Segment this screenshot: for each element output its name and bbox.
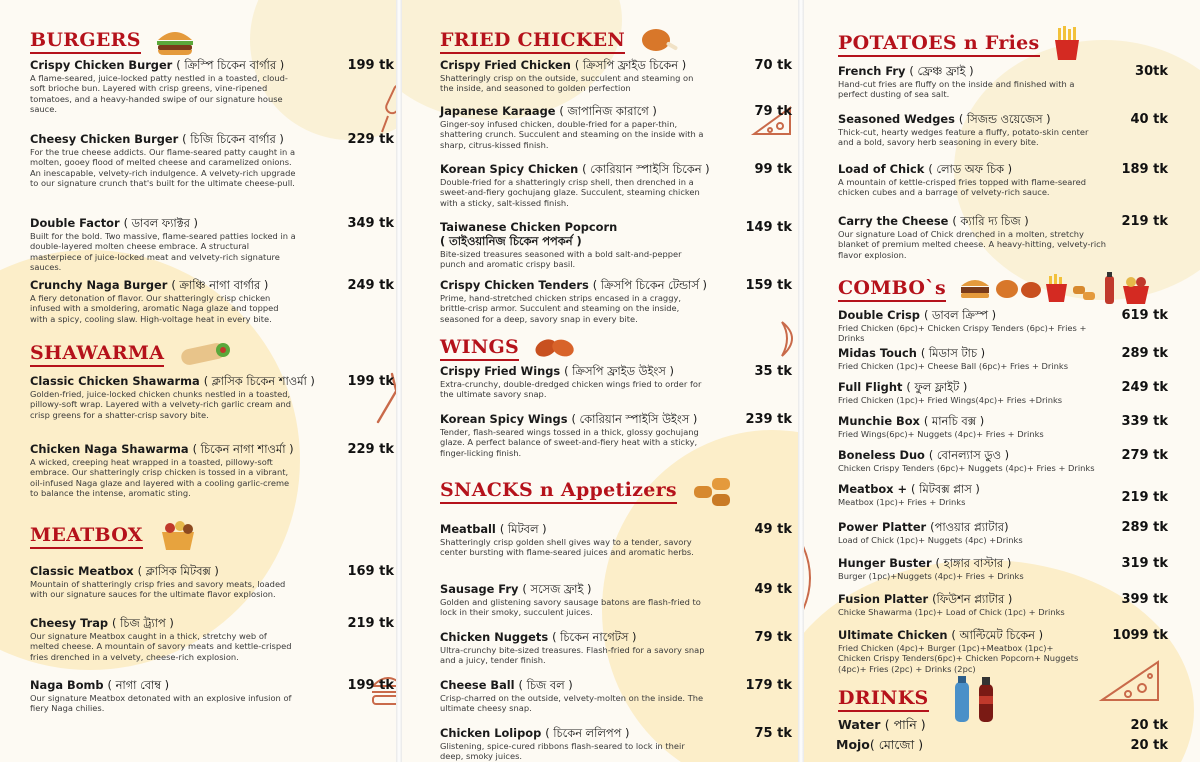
menu-item[interactable]: [838, 592, 1168, 617]
item-name: Chicken Nuggets: [440, 630, 549, 644]
item-name: Crunchy Naga Burger: [30, 278, 168, 292]
item-name-bn: ( ক্লাসিক মিটবক্স ): [137, 564, 219, 578]
section-shawarma: [30, 340, 394, 499]
menu-item[interactable]: [30, 58, 394, 115]
item-name: Korean Spicy Wings: [440, 412, 568, 426]
item-name: Sausage Fry: [440, 582, 519, 596]
item-price: 149 tk: [745, 220, 792, 235]
menu-item[interactable]: [836, 738, 1168, 752]
item-name-bn: ( চিকেন নাগেটস ): [552, 630, 637, 644]
menu-page-left: [0, 0, 396, 762]
menu-item[interactable]: [440, 412, 792, 458]
item-name: Seasoned Wedges: [838, 112, 955, 126]
item-name-bn: ( মিটবক্স প্লাস ): [911, 482, 980, 496]
item-name: Double Crisp: [838, 308, 920, 322]
item-name: Full Flight: [838, 380, 903, 394]
menu-item[interactable]: [838, 718, 1168, 732]
menu-item[interactable]: [440, 522, 792, 558]
menu-page-middle: [402, 0, 798, 762]
combo-food-icon: [959, 272, 1159, 306]
item-name: Water: [838, 717, 881, 732]
meatbox-bowl-icon: [156, 518, 200, 554]
item-name-bn: ( ফ্রেঞ্চ ফ্রাই ): [909, 64, 974, 78]
item-desc: Burger (1pc)+Nuggets (4pc)+ Fries + Drinks: [838, 571, 1024, 581]
menu-item[interactable]: [838, 346, 1168, 371]
item-name: Crispy Fried Chicken: [440, 58, 571, 72]
item-price: 229 tk: [347, 132, 394, 147]
menu-item[interactable]: [838, 162, 1168, 198]
item-name: Hunger Buster: [838, 556, 932, 570]
item-desc: A mountain of kettle-crisped fries topped with flame-seared chicken cubes and a barrage of velvety-rich sauce.: [838, 177, 1086, 198]
item-name: Cheese Ball: [440, 678, 515, 692]
menu-item[interactable]: [440, 58, 792, 94]
item-name: Japanese Karaage: [440, 104, 556, 118]
section-title: DRINKS: [838, 687, 929, 712]
item-name: Chicken Lolipop: [440, 726, 542, 740]
item-price: 319 tk: [1121, 556, 1168, 571]
menu-item[interactable]: [440, 278, 792, 324]
item-price: 279 tk: [1121, 448, 1168, 463]
item-name: French Fry: [838, 64, 906, 78]
item-name-bn: ( ক্রিস্পি চিকেন বার্গার ): [176, 58, 285, 72]
section-wings: [440, 334, 792, 458]
item-name: Crispy Chicken Burger: [30, 58, 173, 72]
item-desc: Meatbox (1pc)+ Fries + Drinks: [838, 497, 966, 507]
nuggets-icon: [690, 470, 738, 512]
menu-item[interactable]: [838, 380, 1168, 405]
item-price: 219 tk: [1121, 214, 1168, 229]
item-name: Cheesy Chicken Burger: [30, 132, 179, 146]
item-name-bn: ( ক্রাঞ্চি নাগা বার্গার ): [171, 278, 269, 292]
item-desc: Thick-cut, hearty wedges feature a fluffy, potato-skin center and a bold, savory herb seasoning in every bite.: [838, 127, 1089, 148]
item-desc: A wicked, creeping heat wrapped in a toasted, pillowy-soft embrace. Our shatteringly crisp chicken is tossed in a vibrant, oil-infused Naga glaze and layered with a cooling garlic-creme to balance the intense, aromatic sting.: [30, 457, 290, 499]
menu-item[interactable]: [440, 726, 792, 762]
item-name-bn: ( কোরিয়ান স্পাইসি উইংস ): [571, 412, 698, 426]
item-name-bn: ( চিজ ট্র্যাপ ): [112, 616, 174, 630]
item-name-bn: ( ক্রিসপি ফ্রাইড উইংস ): [564, 364, 674, 378]
item-name: Load of Chick: [838, 162, 925, 176]
item-price: 289 tk: [1121, 520, 1168, 535]
item-name: Meatball: [440, 522, 496, 536]
menu-item[interactable]: [30, 678, 394, 714]
section-title: SHAWARMA: [30, 342, 164, 367]
menu-item[interactable]: [440, 630, 792, 666]
item-price: 249 tk: [347, 278, 394, 293]
item-name-bn: ( মিটবল ): [499, 522, 547, 536]
item-name: Boneless Duo: [838, 448, 925, 462]
menu-item[interactable]: [30, 216, 394, 273]
item-name-bn: ( চিজ বল ): [518, 678, 573, 692]
section-title: BURGERS: [30, 29, 141, 54]
menu-item[interactable]: [30, 564, 394, 600]
item-desc: Our signature Load of Chick drenched in a molten, stretchy blanket of premium melted cheese. A heavy-hitting, velvety-rich flavor explosion.: [838, 229, 1106, 260]
item-name: Midas Touch: [838, 346, 917, 360]
item-name-bn: ( আল্টিমেট চিকেন ): [951, 628, 1044, 642]
item-name-bn: ( কোরিয়ান স্পাইসি চিকেন ): [582, 162, 710, 176]
bottles-icon: [941, 674, 1001, 724]
item-desc: Fried Chicken (1pc)+ Fried Wings(4pc)+ Fries +Drinks: [838, 395, 1063, 405]
item-price: 199 tk: [347, 58, 394, 73]
item-name: Ultimate Chicken: [838, 628, 948, 642]
item-price: 30tk: [1135, 64, 1168, 79]
item-name-bn: ( ক্রিসপি চিকেন টেন্ডার্স ): [592, 278, 707, 292]
item-name-bn: ( চিকেন নাগা শাওর্মা ): [192, 442, 294, 456]
item-desc: Shatteringly crisp on the outside, succulent and steaming on the inside, and seasoned to golden perfection: [440, 73, 694, 94]
item-name-bn: ( সিজন্ড ওয়েজেস ): [958, 112, 1051, 126]
item-desc: Bite-sized treasures seasoned with a bold salt-and-pepper punch and aromatic crispy basil.: [440, 249, 682, 270]
section-potatoes: [838, 26, 1168, 260]
item-price: 339 tk: [1121, 414, 1168, 429]
shawarma-wrap-icon: [177, 340, 233, 368]
item-name-bn: ( বোনল্যাস ডুও ): [928, 448, 1010, 462]
item-name-bn: ( সসেজ ফ্রাই ): [522, 582, 592, 596]
item-desc: Fried Wings(6pc)+ Nuggets (4pc)+ Fries + Drinks: [838, 429, 1044, 439]
section-meatbox: [30, 518, 394, 714]
item-name: Mojo: [836, 737, 870, 752]
item-desc: For the true cheese addicts. Our flame-seared patty caught in a molten, gooey flood of melted cheese and caramelized onions. An inescapable, velvety-rich indulgence. A velvety-rich upgrade to our signature crunch that's built for the ultimate cheese-pull.: [30, 147, 296, 189]
item-price: 219 tk: [1121, 490, 1168, 505]
item-name: Classic Chicken Shawarma: [30, 374, 200, 388]
item-name: Fusion Platter: [838, 592, 929, 606]
item-name-bn: ( মোজো ): [869, 737, 924, 752]
item-price: 79 tk: [754, 630, 792, 645]
section-snacks: [440, 470, 792, 762]
item-price: 1099 tk: [1112, 628, 1168, 643]
item-price: 179 tk: [745, 678, 792, 693]
item-price: 239 tk: [745, 412, 792, 427]
item-price: 75 tk: [754, 726, 792, 741]
item-name-bn: (পাওয়ার প্ল্যাটার): [930, 520, 1009, 534]
item-name-bn: ( ডাবল ক্রিস্প ): [923, 308, 997, 322]
item-price: 35 tk: [754, 364, 792, 379]
burger-icon: [154, 26, 196, 56]
item-desc: Hand-cut fries are fluffy on the inside and finished with a perfect dusting of sea salt.: [838, 79, 1075, 100]
item-name: Munchie Box: [838, 414, 920, 428]
item-desc: A fiery detonation of flavor. Our shatteringly crisp chicken infused with a smoldering, aromatic Naga glaze and topped with a spicy, cooling slaw. High-voltage heat in every bite.: [30, 293, 279, 324]
menu-item[interactable]: [440, 582, 792, 618]
item-price: 40 tk: [1130, 112, 1168, 127]
item-name: Korean Spicy Chicken: [440, 162, 579, 176]
fried-chicken-icon: [638, 26, 682, 56]
item-desc: Golden and glistening savory sausage batons are flash-fried to lock in their smoky, succulent juices.: [440, 597, 701, 618]
item-name-bn: ( পানি ): [884, 717, 926, 732]
item-price: 349 tk: [347, 216, 394, 231]
item-price: 169 tk: [347, 564, 394, 579]
item-name: Classic Meatbox: [30, 564, 134, 578]
item-desc: Our signature Meatbox caught in a thick, stretchy web of melted cheese. A mountain of savory meats and kettle-crisped fries drenched in a velvety, cheese-rich explosion.: [30, 631, 292, 662]
menu-item[interactable]: [838, 628, 1168, 674]
item-name-bn: ( ক্লাসিক চিকেন শাওর্মা ): [203, 374, 315, 388]
item-name-bn: ( নাগা বোম্ব ): [107, 678, 170, 692]
menu-item[interactable]: [30, 132, 394, 189]
item-desc: Load of Chick (1pc)+ Nuggets (4pc) +Drinks: [838, 535, 1023, 545]
item-name-bn: ( চিকেন ললিপপ ): [545, 726, 630, 740]
item-desc: Chicke Shawarma (1pc)+ Load of Chick (1pc) + Drinks: [838, 607, 1065, 617]
item-price: 189 tk: [1121, 162, 1168, 177]
item-price: 289 tk: [1121, 346, 1168, 361]
menu-item[interactable]: [838, 112, 1168, 148]
item-name: Carry the Cheese: [838, 214, 949, 228]
section-combos: [838, 272, 1168, 674]
menu-item[interactable]: [30, 442, 394, 499]
menu-item[interactable]: [838, 308, 1168, 344]
menu-item[interactable]: [440, 220, 792, 270]
item-price: 20 tk: [1130, 738, 1168, 753]
item-price: 399 tk: [1121, 592, 1168, 607]
menu-item[interactable]: [838, 556, 1168, 581]
fries-icon: [1052, 26, 1082, 62]
item-name-bn: ( লোড অফ চিক ): [928, 162, 1013, 176]
item-name: Meatbox +: [838, 482, 908, 496]
item-name: Chicken Naga Shawarma: [30, 442, 189, 456]
item-price: 70 tk: [754, 58, 792, 73]
item-desc: Glistening, spice-cured ribbons flash-seared to lock in their deep, smoky juices.: [440, 741, 685, 762]
item-price: 49 tk: [754, 582, 792, 597]
item-desc: Chicken Crispy Tenders (6pc)+ Nuggets (4pc)+ Fries + Drinks: [838, 463, 1095, 473]
item-price: 199 tk: [347, 374, 394, 389]
chicken-wings-icon: [532, 334, 578, 362]
item-name: Crispy Chicken Tenders: [440, 278, 589, 292]
item-price: 159 tk: [745, 278, 792, 293]
item-desc: Extra-crunchy, double-dredged chicken wings fried to order for the ultimate savory snap.: [440, 379, 702, 400]
menu-item[interactable]: [838, 414, 1168, 439]
menu-item[interactable]: [30, 374, 394, 420]
menu-item[interactable]: [838, 520, 1168, 545]
section-title: COMBO`s: [838, 277, 946, 302]
item-name: Double Factor: [30, 216, 120, 230]
item-desc: A flame-seared, juice-locked patty nestled in a toasted, cloud-soft brioche bun. Layered with crisp greens, vine-ripened tomatoes, and a heavy-handed swipe of our signature house sauce.: [30, 73, 288, 115]
item-name-bn: ( ক্যারি দ্য চিজ ): [952, 214, 1029, 228]
section-title: FRIED CHICKEN: [440, 29, 625, 54]
item-name: Taiwanese Chicken Popcorn: [440, 220, 618, 234]
item-desc: Shatteringly crisp golden shell gives way to a tender, savory center bursting with flame-seared juices and aromatic herbs.: [440, 537, 694, 558]
item-name-bn: ( মানচি বক্স ): [923, 414, 985, 428]
item-desc: Prime, hand-stretched chicken strips encased in a craggy, brittle-crisp armor. Succulent and steaming on the inside, seasoned for a deep, savory snap in every bite.: [440, 293, 682, 324]
section-title: POTATOES n Fries: [838, 32, 1040, 57]
item-desc: Built for the bold. Two massive, flame-seared patties locked in a double-layered molten cheese embrace. A structural masterpiece of juice-locked meat and velvety-rich signature sauces.: [30, 231, 296, 273]
item-price: 619 tk: [1121, 308, 1168, 323]
item-desc: Our signature Meatbox detonated with an explosive infusion of fiery Naga chilies.: [30, 693, 292, 714]
menu-item[interactable]: [440, 678, 792, 714]
item-name: Power Platter: [838, 520, 927, 534]
item-price: 199 tk: [347, 678, 394, 693]
menu-item[interactable]: [440, 104, 792, 150]
item-name: Cheesy Trap: [30, 616, 109, 630]
item-desc: Fried Chicken (6pc)+ Chicken Crispy Tenders (6pc)+ Fries + Drinks: [838, 323, 1087, 344]
menu-item[interactable]: [838, 482, 1168, 507]
item-name-bn: ( হাঙ্গার বাস্টার ): [935, 556, 1012, 570]
item-name: Naga Bomb: [30, 678, 104, 692]
menu-item[interactable]: [440, 364, 792, 400]
item-price: 99 tk: [754, 162, 792, 177]
item-price: 219 tk: [347, 616, 394, 631]
menu-item[interactable]: [838, 64, 1168, 100]
item-price: 79 tk: [754, 104, 792, 119]
item-desc: Tender, flash-seared wings tossed in a thick, glossy gochujang glaze. A perfect balance of sweet-and-fiery heat with a sticky, finger-licking finish.: [440, 427, 699, 458]
section-title: SNACKS n Appetizers: [440, 479, 677, 504]
item-desc: Mountain of shatteringly crisp fries and savory meats, loaded with our signature sauces for the ultimate flavor explosion.: [30, 579, 286, 600]
item-desc: Fried Chicken (1pc)+ Cheese Ball (6pc)+ Fries + Drinks: [838, 361, 1069, 371]
menu-item[interactable]: [30, 278, 394, 324]
section-burgers: [30, 26, 394, 324]
item-price: 229 tk: [347, 442, 394, 457]
item-name-bn: ( জাপানিজ কারাগে ): [559, 104, 657, 118]
sausage-icon: [804, 538, 822, 618]
item-desc: Fried Chicken (4pc)+ Burger (1pc)+Meatbox (1pc)+ Chicken Crispy Tenders(6pc)+ Chicken Popcorn+ Nuggets (4pc)+ Fries (2pc) + Drinks (2pc): [838, 643, 1079, 674]
item-desc: Ultra-crunchy bite-sized treasures. Flash-fried for a savory snap and a juicy, tender finish.: [440, 645, 705, 666]
menu-item[interactable]: [440, 162, 792, 208]
item-price: 49 tk: [754, 522, 792, 537]
menu-item[interactable]: [838, 214, 1168, 260]
menu-page-right: [804, 0, 1200, 762]
item-name-bn: ( ডাবল ফ্যাক্টর ): [123, 216, 198, 230]
menu-item[interactable]: [30, 616, 394, 662]
item-name-bn: ( চিজি চিকেন বার্গার ): [182, 132, 284, 146]
item-name-bn: ( ফুল ফ্লাইট ): [906, 380, 968, 394]
item-desc: Crisp-charred on the outside, velvety-molten on the inside. The ultimate cheesy snap.: [440, 693, 704, 714]
section-title: WINGS: [440, 336, 519, 361]
item-price: 20 tk: [1130, 718, 1168, 733]
item-name: Crispy Fried Wings: [440, 364, 561, 378]
item-desc: Golden-fried, juice-locked chicken chunks nestled in a toasted, pillowy-soft wrap. Layered with a velvety-rich garlic cream and crisp greens for a shatter-crisp savory bite.: [30, 389, 292, 420]
item-name-bn: ( ক্রিসপি ফ্রাইড চিকেন ): [574, 58, 687, 72]
item-price: 249 tk: [1121, 380, 1168, 395]
item-desc: Double-fried for a shatteringly crisp shell, then drenched in a sweet-and-fiery gochujang glaze. Succulent, steaming chicken with a sticky, salt-kissed finish.: [440, 177, 700, 208]
section-title: MEATBOX: [30, 524, 143, 549]
item-name-bn: (ফিউশন প্ল্যাটার ): [932, 592, 1013, 606]
item-name-bn: ( মিডাস টাচ ): [920, 346, 986, 360]
item-name-bn: ( তাইওয়ানিজ চিকেন পপকর্ন ): [440, 234, 582, 248]
item-desc: Ginger-soy infused chicken, double-fried for a paper-thin, shattering crunch. Succulent and steaming on the inside with a sharp, citrus-kissed finish.: [440, 119, 704, 150]
section-fried-chicken: [440, 26, 792, 324]
section-drinks: [836, 674, 1168, 753]
menu-item[interactable]: [838, 448, 1168, 473]
